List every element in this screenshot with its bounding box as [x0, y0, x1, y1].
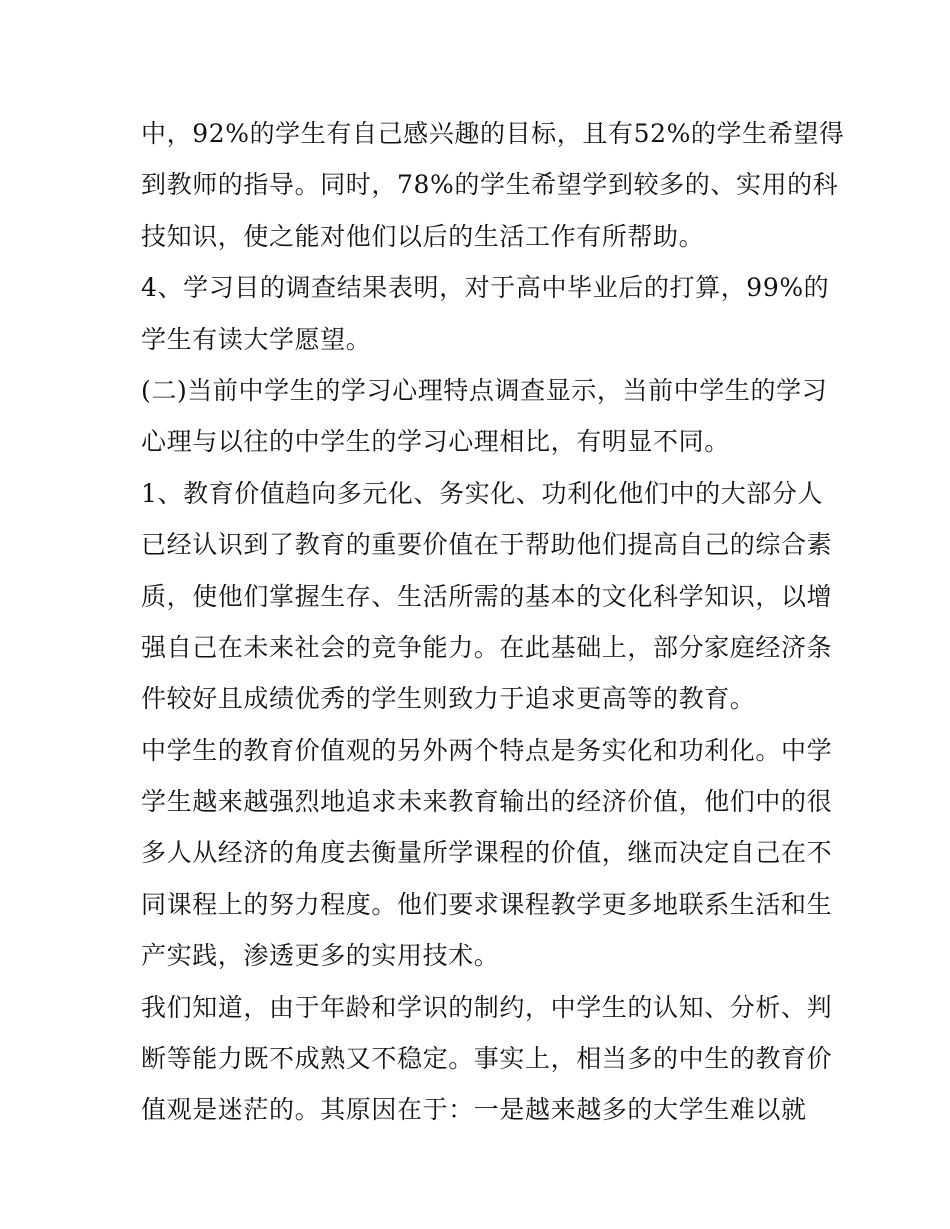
text-line: 同课程上的努力程度。他们要求课程教学更多地联系生活和生: [141, 889, 833, 919]
text-line: 1、教育价值趋向多元化、务实化、功利化他们中的大部分人: [141, 478, 824, 508]
text-line: 学生越来越强烈地追求未来教育输出的经济价值，他们中的很: [141, 787, 833, 817]
text-line: 件较好且成绩优秀的学生则致力于追求更高等的教育。: [141, 684, 756, 714]
text-line: 技知识，使之能对他们以后的生活工作有所帮助。: [141, 221, 705, 251]
text-line: 产实践，渗透更多的实用技术。: [141, 941, 500, 971]
text-line: 多人从经济的角度去衡量所学课程的价值，继而决定自己在不: [141, 838, 833, 868]
text-line: 值观是迷茫的。其原因在于：一是越来越多的大学生难以就: [141, 1095, 807, 1125]
text-line: 质，使他们掌握生存、生活所需的基本的文化科学知识，以增: [141, 581, 833, 611]
text-line: 到教师的指导。同时，78%的学生希望学到较多的、实用的科: [141, 170, 839, 200]
text-line: (二)当前中学生的学习心理特点调查显示，当前中学生的学习: [141, 375, 828, 405]
body-text: [141, 108, 845, 1136]
text-line: 学生有读大学愿望。: [141, 324, 372, 354]
text-line: 心理与以往的中学生的学习心理相比，有明显不同。: [141, 427, 730, 457]
text-line: 中学生的教育价值观的另外两个特点是务实化和功利化。中学: [141, 735, 833, 765]
text-line: 我们知道，由于年龄和学识的制约，中学生的认知、分析、判: [141, 992, 833, 1022]
text-line: 中，92%的学生有自己感兴趣的目标，且有52%的学生希望得: [141, 119, 845, 148]
text-line: 4、学习目的调查结果表明，对于高中毕业后的打算，99%的: [141, 273, 830, 303]
text-line: 断等能力既不成熟又不稳定。事实上，相当多的中生的教育价: [141, 1044, 833, 1074]
text-line: 已经认识到了教育的重要价值在于帮助他们提高自己的综合素: [141, 530, 833, 560]
text-line: 强自己在未来社会的竞争能力。在此基础上，部分家庭经济条: [141, 632, 833, 662]
